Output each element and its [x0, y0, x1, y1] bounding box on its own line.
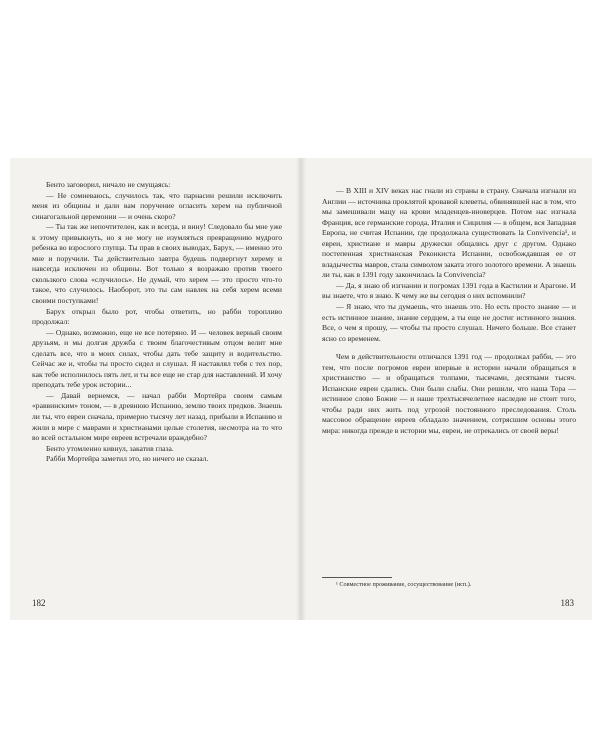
- paragraph: — Ты так же непочтителен, как и всегда, и вину! Следовало бы мне уже к этому привыкнуть, но я не могу не изумляться превращению мудрого ребенка во взрослого глупца. Ты прав в своих выводах, Барух, — именно это мне и поручили. Ты действительно завтра будешь подвергнут херему и навсегда исключен из общины. Вот только я возражаю против твоего скользкого слова «случилось». Не думай, что херем — это просто что-то такое, что случилось. Наоборот, это ты сам навлек на себя херем всеми своими поступками!: [32, 222, 282, 306]
- paragraph: Барух открыл было рот, чтобы ответить, но рабби торопливо продолжал:: [32, 306, 282, 327]
- left-page-text: [32, 180, 282, 465]
- book-spread: [10, 158, 592, 620]
- footnote-divider: [322, 577, 392, 578]
- paragraph: Рабби Мортейра заметил это, но ничего не сказал.: [46, 454, 209, 464]
- paragraph: — Давай вернемся, — начал рабби Мортейра своим самым «раввинским» тоном, — в древнюю Испанию, землю твоих предков. Знаешь ли ты, что евреи сначала, примерно тысячу лет назад, прибыли в Испанию и жили в мире с маврами и христианами целые столетия, несмотра на то что во всей остальном мире евреев встречали враждебно?: [32, 390, 282, 443]
- page-number-right: 183: [560, 598, 574, 608]
- left-page: [10, 158, 301, 620]
- paragraph: Чем в действительности отличался 1391 год — продолжал рабби, — это тем, что после погромов евреи впервые в истории начали обращаться в христианство — и обращаться толпами, тысячами, десятками тысяч. Испанские евреи сдались. Они были слабы. Они решили, что наша Тора — истинное слово Божие — и наше трехтысячелетнее наследие не стоит того, чтобы ради них жить под угрозой постоянного преследования. Столь массовое обращение евреев обладало значением, сотрясшим основы этого мира: никогда прежде в истории мы, евреи, не отрекались от своей веры!: [322, 352, 576, 436]
- paragraph: — Однако, возможно, еще не все потеряно. И — человек верный своим друзьям, и мы долгая дружба с твоим благочестивым отцом велит мне сделать все, что в моих силах, чтобы дать тебе защиту и водительство. Сейчас же и, чтобы ты просто сидел и слушал. Я наставлял тебя с тех пор, как тебе исполнилось пять лет, и ты все еще не стар для наставлений. И хочу преподать тебе урок истории...: [32, 327, 282, 390]
- paragraph: Бенто заговорил, ничало не смущаясь:: [46, 180, 171, 189]
- right-page-text: [322, 186, 576, 437]
- paragraph: — Да, я знаю об изгнании и погромах 1391 года в Кастилии и Арагоне. И вы знаете, что я знаю. К чему же вы сегодня о них вспомнили?: [322, 280, 576, 301]
- paragraph: — Я знаю, что ты думаешь, что знаешь это. Но есть просто знание — и есть истинное знание, знание сердцем, а ты еще не достиг истинного знания. Все, о чем я прошу, — чтобы ты просто слушал. Ничего больше. Все станет ясно со временем.: [322, 302, 576, 343]
- page-number-left: 182: [32, 598, 46, 608]
- footnote: ¹ Совместное проживание, сосуществование (исп.).: [336, 581, 472, 588]
- paragraph: Бенто утомленно кивнул, закатив глаза.: [46, 443, 174, 453]
- paragraph: — В XIII и XIV веках нас гнали из страны в страну. Сначала изгнали из Англии — источника проклятой кровавой клеветы, обвинявшей нас в том, что мы замешивали мацу на крови младенцев-иноверцев. Потом нас изгнала Франция, все германские города, Италия и Сицилия — в общем, вся Западная Европа, не считая Испании, где продолжала существовать la Convivencia¹, и евреи, христиане и мавры дружески общались друг с другом. Однако постепенная христианская Реконкиста Испании, освобождавшая ее от владычества мавров, стала символом заката этого золотого времени. А знаешь ли ты, как в 1391 году закончилась la Convivencia?: [322, 186, 576, 280]
- paragraph: — Не сомневаюсь, случилось так, что парнасии решили исключить меня из общины и дали вам поручение огласить херем на публичной синагогальной церемонии — и очень скоро?: [32, 190, 282, 221]
- right-page: [301, 158, 592, 620]
